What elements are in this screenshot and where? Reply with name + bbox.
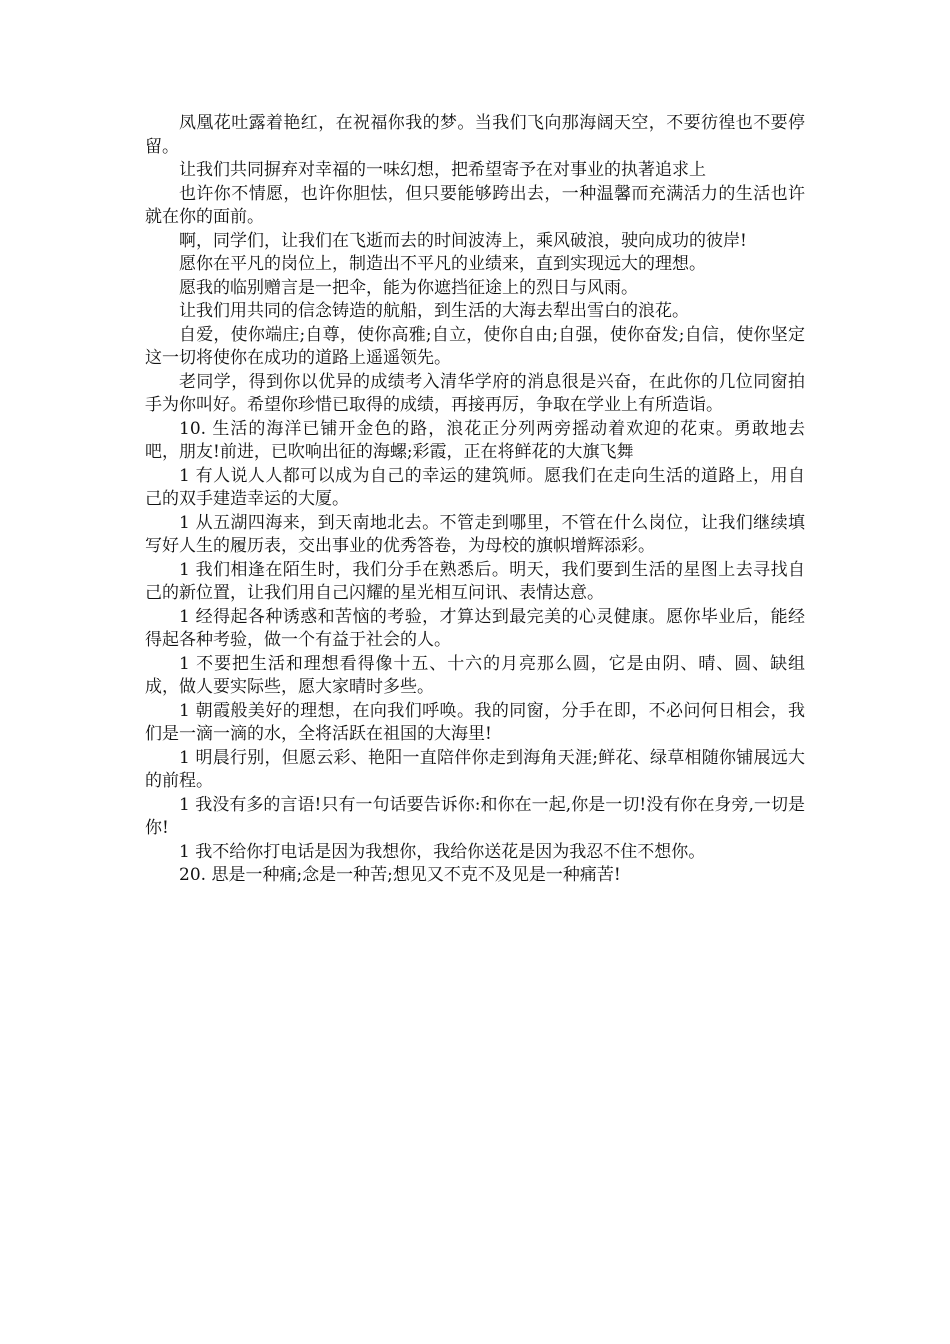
paragraph: 愿我的临别赠言是一把伞，能为你遮挡征途上的烈日与风雨。	[179, 277, 638, 298]
paragraph: 1 从五湖四海来，到天南地北去。不管走到哪里，不管在什么岗位，让我们继续填写好人生的履历表，交出事业的优秀答卷，为母校的旗帜增辉添彩。	[145, 512, 805, 556]
paragraph: 1 我不给你打电话是因为我想你，我给你送花是因为我忍不住不想你。	[179, 841, 706, 862]
paragraph: 1 经得起各种诱惑和苦恼的考验，才算达到最完美的心灵健康。愿你毕业后，能经得起各种考验，做一个有益于社会的人。	[145, 606, 805, 650]
paragraph: 1 我没有多的言语!只有一句话要告诉你:和你在一起,你是一切!没有你在身旁,一切是你!	[145, 794, 805, 838]
paragraph: 20. 思是一种痛;念是一种苦;想见又不克不及见是一种痛苦!	[179, 865, 621, 885]
paragraph: 1 我们相逢在陌生时，我们分手在熟悉后。明天，我们要到生活的星图上去寻找自己的新位置，让我们用自己闪耀的星光相互问讯、表情达意。	[145, 559, 805, 603]
paragraph: 1 明晨行别，但愿云彩、艳阳一直陪伴你走到海角天涯;鲜花、绿草相随你铺展远大的前程。	[145, 747, 805, 791]
paragraph: 1 有人说人人都可以成为自己的幸运的建筑师。愿我们在走向生活的道路上，用自己的双手建造幸运的大厦。	[145, 465, 805, 509]
paragraph: 也许你不情愿，也许你胆怯，但只要能够跨出去，一种温馨而充满活力的生活也许就在你的面前。	[145, 183, 805, 227]
paragraph: 1 朝霞般美好的理想，在向我们呼唤。我的同窗，分手在即，不必问何日相会，我们是一滴一滴的水，全将活跃在祖国的大海里!	[145, 700, 805, 744]
paragraph: 1 不要把生活和理想看得像十五、十六的月亮那么圆，它是由阴、晴、圆、缺组成，做人要实际些，愿大家晴时多些。	[145, 653, 805, 697]
paragraph: 愿你在平凡的岗位上，制造出不平凡的业绩来，直到实现远大的理想。	[179, 254, 706, 274]
paragraph: 啊，同学们，让我们在飞逝而去的时间波涛上，乘风破浪，驶向成功的彼岸!	[179, 230, 747, 251]
paragraph: 让我们共同摒弃对幸福的一味幻想，把希望寄予在对事业的执著追求上	[179, 160, 706, 180]
paragraph: 老同学，得到你以优异的成绩考入清华学府的消息很是兴奋，在此你的几位同窗拍手为你叫好。希望你珍惜已取得的成绩，再接再厉，争取在学业上有所造诣。	[145, 371, 805, 415]
paragraph: 让我们用共同的信念铸造的航船，到生活的大海去犁出雪白的浪花。	[179, 301, 689, 321]
paragraph: 自爱，使你端庄;自尊，使你高雅;自立，使你自由;自强，使你奋发;自信，使你坚定这一切将使你在成功的道路上遥遥领先。	[145, 324, 805, 368]
paragraph: 凤凰花吐露着艳红，在祝福你我的梦。当我们飞向那海阔天空，不要彷徨也不要停留。	[145, 113, 805, 157]
paragraph: 10. 生活的海洋已铺开金色的路，浪花正分列两旁摇动着欢迎的花束。勇敢地去吧，朋友!前进，已吹响出征的海螺;彩霞，正在将鲜花的大旗飞舞	[145, 418, 805, 462]
document-body	[145, 112, 805, 888]
